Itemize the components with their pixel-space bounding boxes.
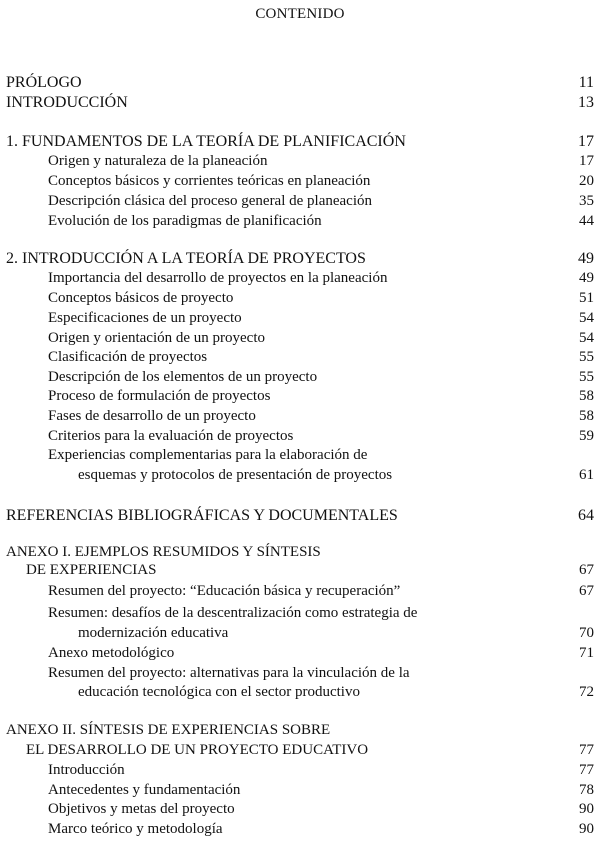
toc-entry-title: INTRODUCCIÓN (6, 94, 128, 111)
toc-entry-title: Criterios para la evaluación de proyectos (48, 428, 294, 444)
toc-entry-title: EL DESARROLLO DE UN PROYECTO EDUCATIVO (26, 742, 369, 758)
toc-entry-page: 51 (579, 290, 594, 306)
toc-entry-title: esquemas y protocolos de presentación de proyectos (78, 467, 393, 483)
toc-entry-page: 35 (579, 193, 594, 209)
toc-entry-page: 49 (579, 270, 594, 286)
toc-entry-title: Resumen del proyecto: “Educación básica y recuperación” (48, 583, 401, 599)
toc-entry-title: Conceptos básicos de proyecto (48, 290, 234, 306)
toc-entry-title: Origen y orientación de un proyecto (48, 330, 266, 346)
toc-entry-page: 70 (579, 625, 594, 641)
toc-entry-title: Fases de desarrollo de un proyecto (48, 408, 256, 424)
toc-entry-title: ANEXO I. EJEMPLOS RESUMIDOS Y SÍNTESIS (6, 544, 321, 560)
toc-entry-page: 13 (578, 94, 594, 111)
toc-entry-title: Objetivos y metas del proyecto (48, 801, 235, 817)
toc-entry-page: 58 (579, 388, 594, 404)
toc-entry-page: 59 (579, 428, 594, 444)
toc-entry-page: 17 (579, 153, 594, 169)
toc-entry-title: Antecedentes y fundamentación (48, 782, 241, 798)
toc-entry-title: Marco teórico y metodología (48, 821, 223, 837)
toc-entry-title: Introducción (48, 762, 125, 778)
toc-entry-page: 20 (579, 173, 594, 189)
toc-entry-page: 17 (578, 133, 594, 150)
toc-entry-title: DE EXPERIENCIAS (26, 562, 157, 578)
toc-entry-page: 64 (578, 507, 594, 524)
toc-entry-title: educación tecnológica con el sector productivo (78, 684, 360, 700)
toc-entry-page: 54 (579, 310, 594, 326)
toc-entry-page: 49 (578, 250, 594, 267)
toc-entry-page: 67 (579, 562, 594, 578)
toc-entry-page: 90 (579, 801, 594, 817)
toc-entry-title: PRÓLOGO (6, 74, 82, 91)
toc-entry-title: Especificaciones de un proyecto (48, 310, 242, 326)
toc-entry-page: 55 (579, 369, 594, 385)
toc-entry-page: 72 (579, 684, 594, 700)
toc-entry-title: Resumen: desafíos de la descentralización como estrategia de (48, 605, 418, 621)
toc-entry-page: 77 (579, 742, 594, 758)
toc-entry-title: Importancia del desarrollo de proyectos en la planeación (48, 270, 388, 286)
toc-entry-page: 78 (579, 782, 594, 798)
toc-entry-title: Resumen del proyecto: alternativas para la vinculación de la (48, 665, 410, 681)
toc-entry-title: Experiencias complementarias para la elaboración de (48, 447, 368, 463)
toc-entry-title: Proceso de formulación de proyectos (48, 388, 271, 404)
toc-entry-page: 11 (578, 74, 594, 91)
toc-entry-title: Conceptos básicos y corrientes teóricas en planeación (48, 173, 371, 189)
toc-entry-page: 67 (579, 583, 594, 599)
toc-entry-title: modernización educativa (78, 625, 229, 641)
toc-entry-title: Origen y naturaleza de la planeación (48, 153, 268, 169)
toc-entry-title: Descripción clásica del proceso general de planeación (48, 193, 373, 209)
toc-entry-title: Anexo metodológico (48, 645, 175, 661)
toc-entry-title: Clasificación de proyectos (48, 349, 208, 365)
toc-entry-page: 54 (579, 330, 594, 346)
toc-entry-page: 58 (579, 408, 594, 424)
toc-entry-page: 44 (579, 213, 594, 229)
toc-entry-title: Evolución de los paradigmas de planificación (48, 213, 322, 229)
toc-entry-title: 2. INTRODUCCIÓN A LA TEORÍA DE PROYECTOS (6, 250, 366, 267)
page-title: CONTENIDO (255, 6, 345, 22)
toc-entry-page: 77 (579, 762, 594, 778)
toc-entry-title: Descripción de los elementos de un proyecto (48, 369, 318, 385)
toc-entry-page: 90 (579, 821, 594, 837)
toc-entry-page: 61 (579, 467, 594, 483)
toc-entry-title: ANEXO II. SÍNTESIS DE EXPERIENCIAS SOBRE (6, 722, 331, 738)
toc-entry-title: REFERENCIAS BIBLIOGRÁFICAS Y DOCUMENTALES (6, 507, 398, 524)
toc-entry-title: 1. FUNDAMENTOS DE LA TEORÍA DE PLANIFICACIÓN (6, 133, 406, 150)
toc-entry-page: 55 (579, 349, 594, 365)
toc-entry-page: 71 (579, 645, 594, 661)
